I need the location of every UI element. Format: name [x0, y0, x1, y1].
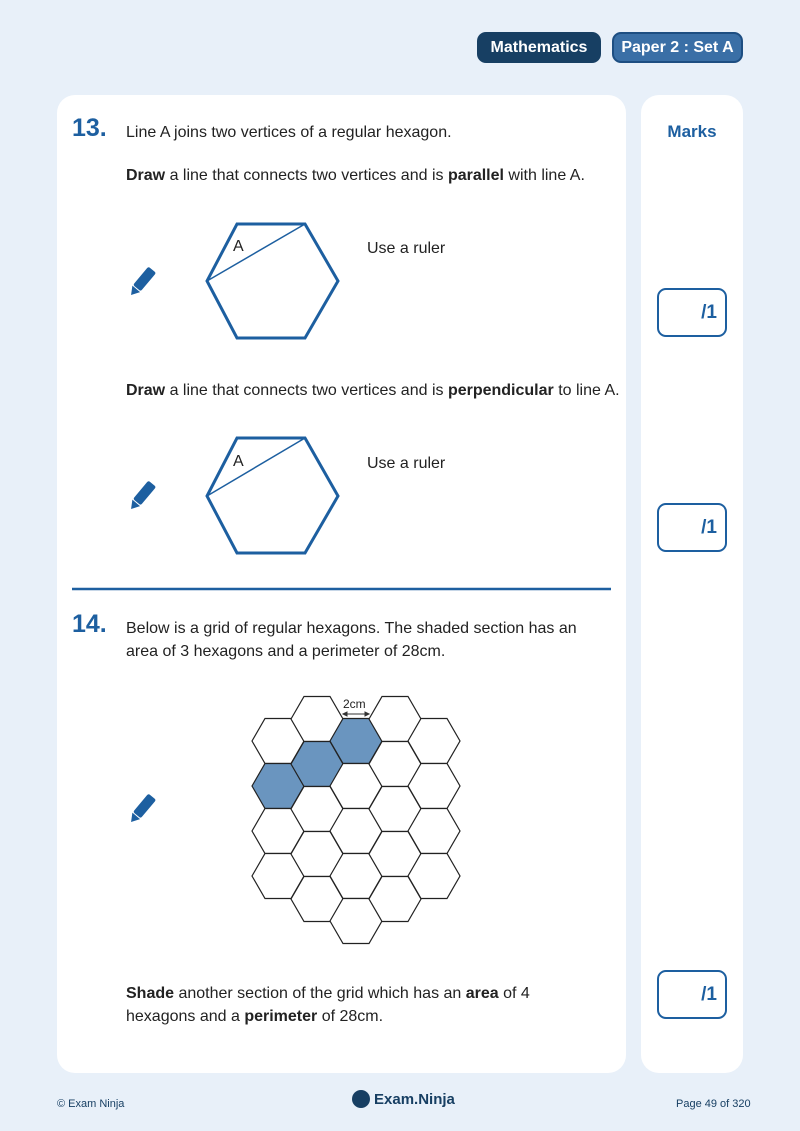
question-number: 14. — [72, 610, 107, 638]
hint: Use a ruler — [367, 240, 446, 257]
question-text: Line A joins two vertices of a regular hexagon. — [126, 124, 452, 141]
question-number: 13. — [72, 114, 107, 142]
hexagon-perpendicular[interactable] — [207, 438, 338, 553]
hexagon-grid[interactable] — [252, 697, 460, 944]
scale-label: 2cm — [343, 697, 366, 711]
scale-arrow — [343, 712, 369, 716]
subject-badge: Mathematics — [477, 32, 601, 63]
line-label: A — [233, 238, 244, 255]
hexagon-parallel[interactable] — [207, 224, 338, 338]
logo: Exam.Ninja — [352, 1090, 455, 1108]
instruction-parallel: Draw a line that connects two vertices and is parallel with line A. — [126, 167, 585, 184]
pencil-icon — [127, 267, 156, 826]
instruction-perpendicular: Draw a line that connects two vertices and is perpendicular to line A. — [126, 382, 620, 399]
hint: Use a ruler — [367, 455, 446, 472]
marks-box[interactable]: /1 — [657, 503, 727, 552]
page-number: Page 49 of 320 — [676, 1098, 751, 1110]
task-text: Shade another section of the grid which has an area of 4 hexagons and a perimeter of 28cm. — [126, 985, 530, 1025]
marks-box[interactable]: /1 — [657, 970, 727, 1019]
paper-badge: Paper 2 : Set A — [612, 32, 743, 63]
question-text: Below is a grid of regular hexagons. The shaded section has an area of 3 hexagons and a perimeter of 28cm. — [126, 620, 577, 660]
line-label: A — [233, 453, 244, 470]
marks-title: Marks — [667, 122, 717, 141]
ninja-icon — [352, 1090, 370, 1108]
marks-box[interactable]: /1 — [657, 288, 727, 337]
copyright: © Exam Ninja — [57, 1098, 125, 1110]
